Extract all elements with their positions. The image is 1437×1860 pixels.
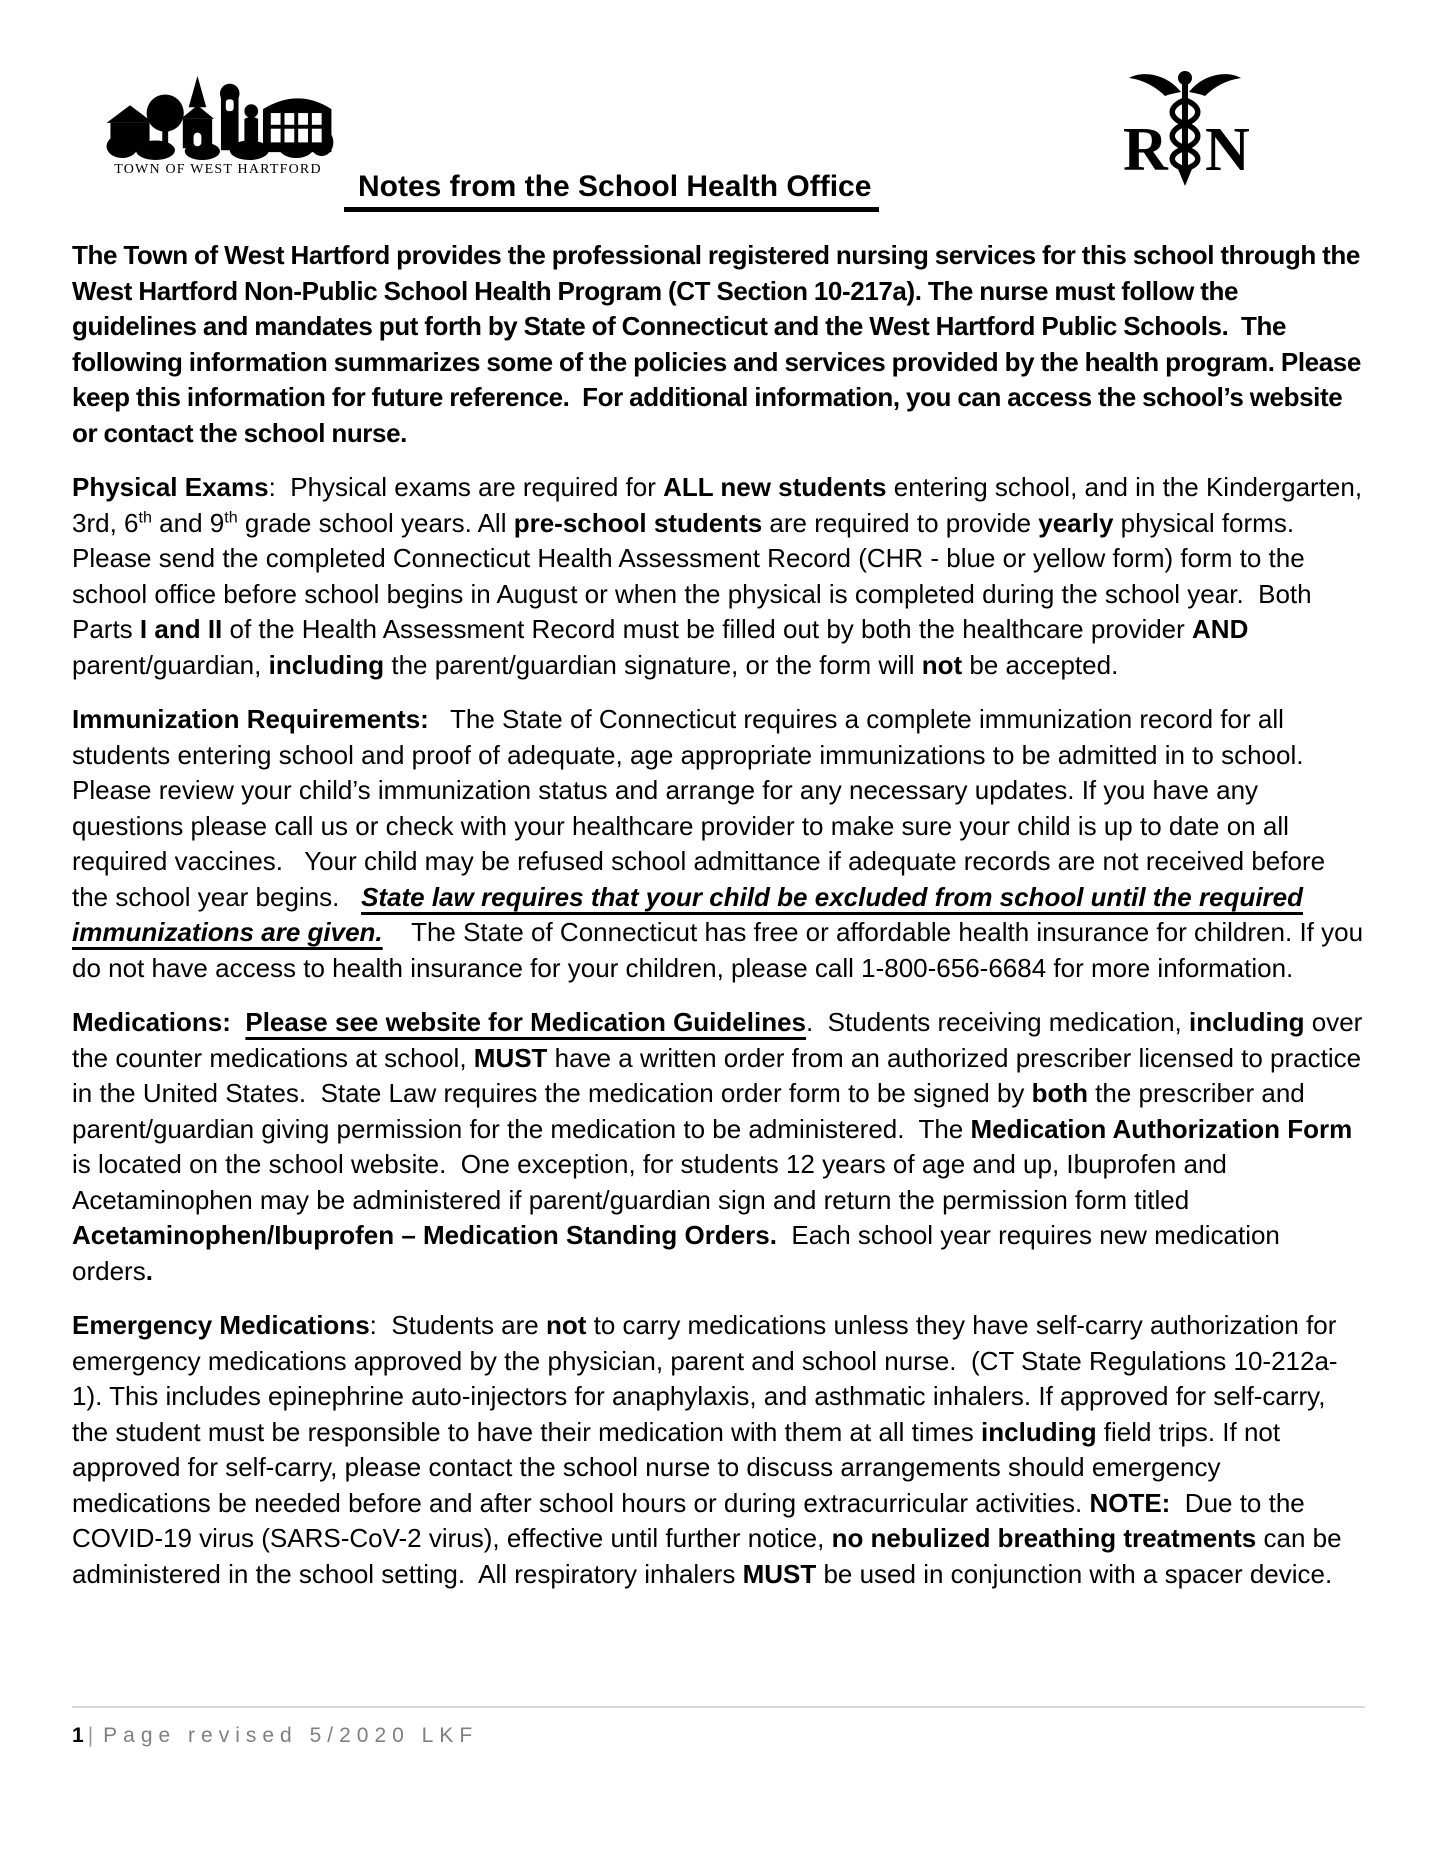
text-run: Physical Exams: [72, 472, 269, 502]
text-run: Due to the COVID-19 virus (SARS-CoV-2 virus), effective until further notice,: [72, 1487, 1305, 1553]
text-run: have a written order from an authorized prescriber licensed to practice in the United States. State Law requires the medication order form to be signed by: [72, 1042, 1362, 1108]
text-run: MUST: [742, 1558, 817, 1589]
text-run: can be administered in the school setting. All respiratory inhalers: [72, 1523, 1342, 1589]
section-medications: [72, 1005, 1365, 1289]
text-run: field trips. If not approved for self-carry, please contact the school nurse to discuss arrangements should emergency medications be needed before and after school hours or during extracurricular activities.: [72, 1416, 1281, 1518]
text-run: of the Health Assessment Record must be filled out by both the healthcare provider: [222, 614, 1193, 644]
text-run: The Town of West Hartford provides the professional registered nursing services for this school through the West Hartford Non-Public School Health Program (CT Section 10-217a). The nurse must follow the guidelines and mandates put forth by State of Connecticut and the West Hartford Public Schools. The following information summarizes some of the policies and services provided by the health program. Please keep this information for future reference. For additional information, you can access the school’s website or contact the school nurse.: [72, 240, 1361, 448]
text-run: to carry medications unless they have self-carry authorization for emergency medications approved by the physician, parent and school nurse. (CT State Regulations 10-212a-1). This includes epinephrine auto-injectors for anaphylaxis, and asthmatic inhalers. If approved for self-carry, the student must be responsible to have their medication with them at all times: [72, 1310, 1338, 1447]
text-run: .: [145, 1255, 153, 1286]
text-run: no nebulized breathing treatments: [831, 1523, 1257, 1553]
rn-letter-n: N: [1205, 116, 1249, 184]
town-logo: [100, 72, 336, 178]
document-header: [72, 72, 1365, 212]
text-run: the prescriber and parent/guardian giving permission for the medication to be administered. The: [72, 1078, 1305, 1144]
text-run: be accepted.: [962, 649, 1119, 680]
text-run: The State of Connecticut requires a complete immunization record for all students entering school and proof of adequate, age appropriate immunizations to be admitted in to school. Please review your child’s immunization status and arrange for any necessary updates. If you have any questions please call us or check with your healthcare provider to make sure your child is up to date on all required vaccines. Your child may be refused school admittance if adequate records are not received before the school year begins.: [72, 704, 1326, 912]
text-run: parent/guardian,: [72, 649, 269, 680]
text-run: : Physical exams are required for: [268, 472, 664, 502]
text-run: NOTE:: [1089, 1487, 1171, 1518]
text-run: not: [545, 1310, 587, 1340]
text-run: The State of Connecticut has free or affordable health insurance for children. If you do not have access to health insurance for your children, please call 1-800-656-6684 for more information.: [72, 917, 1364, 983]
town-skyline-icon: [102, 72, 334, 160]
footer-separator: |: [87, 1724, 100, 1747]
page-number: 1: [72, 1724, 86, 1747]
section-emergency-medications: [72, 1308, 1365, 1592]
text-run: over the counter medications at school,: [72, 1007, 1363, 1073]
document-body: [72, 238, 1365, 1592]
text-run: AND: [1192, 614, 1249, 644]
text-run: Each school year requires new medication orders: [72, 1220, 1280, 1286]
text-run: Acetaminophen/Ibuprofen – Medication Standing Orders.: [72, 1220, 777, 1250]
section-physical-exams: [72, 470, 1365, 683]
text-run: including: [268, 649, 385, 680]
text-run: are required to provide: [762, 507, 1039, 538]
text-run: Immunization Requirements:: [72, 704, 429, 734]
town-logo-caption: TOWN OF WEST HARTFORD: [114, 162, 322, 177]
text-run: Medication Authorization Form: [970, 1113, 1353, 1144]
text-run: grade school years. All: [237, 507, 514, 538]
text-run: be used in conjunction with a spacer device.: [816, 1558, 1333, 1589]
text-run: pre-school students: [513, 507, 763, 538]
text-run: the parent/guardian signature, or the form will: [384, 649, 922, 680]
text-run: . Students receiving medication,: [806, 1007, 1189, 1037]
text-run: th: [224, 507, 238, 526]
text-run: is located on the school website. One exception, for students 12 years of age and up, Ibuprofen and Acetaminophen may be administered if parent/guardian sign and return the permission form titled: [72, 1149, 1227, 1215]
text-run: including: [981, 1416, 1097, 1447]
text-run: entering school, and in the Kindergarten, 3rd, 6: [72, 472, 1363, 538]
text-run: MUST: [473, 1042, 548, 1073]
text-run: ALL new students: [663, 472, 887, 502]
text-run: State law requires that your child be excluded from school until the required immunizations are given.: [72, 881, 1304, 947]
rn-letter-r: R: [1123, 116, 1168, 184]
text-run: not: [921, 649, 963, 680]
text-run: physical forms. Please send the completed Connecticut Health Assessment Record (CHR - blue or yellow form) form to the school office before school begins in August or when the physical is completed during the school year. Both Parts: [72, 507, 1312, 644]
text-run: Medications:: [72, 1007, 246, 1037]
text-run: Please see website for Medication Guidelines: [245, 1007, 806, 1037]
page-footer: [72, 1706, 1365, 1748]
text-run: I and II: [139, 614, 223, 644]
text-run: Emergency Medications: [72, 1310, 370, 1340]
rn-logo: [1121, 66, 1249, 193]
page-title: Notes from the School Health Office: [344, 170, 879, 212]
intro-paragraph: [72, 238, 1365, 451]
section-immunization-requirements: [72, 702, 1365, 986]
text-run: yearly: [1038, 507, 1114, 538]
footer-revision-text: Page revised 5/2020 LKF: [103, 1724, 479, 1747]
text-run: th: [138, 507, 152, 526]
text-run: and 9: [151, 507, 225, 538]
text-run: both: [1031, 1078, 1088, 1108]
caduceus-icon: [1121, 66, 1249, 188]
text-run: including: [1188, 1007, 1305, 1037]
text-run: : Students are: [369, 1310, 546, 1340]
